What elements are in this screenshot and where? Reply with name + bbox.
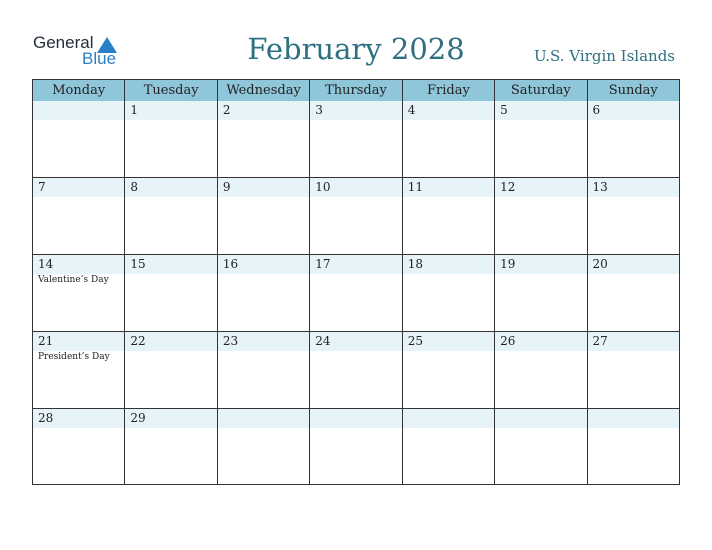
weekday-header: Saturday — [494, 80, 586, 101]
day-cell — [124, 332, 216, 408]
day-number: 12 — [500, 180, 516, 194]
day-number: 10 — [315, 180, 331, 194]
day-cell — [494, 409, 586, 485]
day-cell — [587, 409, 679, 485]
day-number: 27 — [592, 334, 608, 348]
day-number: 21 — [38, 334, 54, 348]
day-number-band — [125, 101, 216, 120]
day-number-band — [588, 101, 679, 120]
day-number: 29 — [130, 411, 146, 425]
day-number: 16 — [222, 257, 239, 271]
day-number: 7 — [38, 180, 46, 194]
day-cell — [309, 409, 401, 485]
calendar-grid — [32, 79, 680, 485]
day-number: 20 — [592, 257, 608, 271]
holiday-label: President’s Day — [38, 352, 110, 362]
day-number-band — [125, 178, 216, 197]
day-number-band — [403, 409, 494, 428]
day-number: 4 — [407, 103, 416, 117]
calendar-title: February 2028 — [247, 32, 465, 66]
day-cell — [587, 255, 679, 331]
day-number: 1 — [130, 103, 139, 117]
day-number-band — [310, 409, 401, 428]
week-row — [33, 255, 679, 332]
day-number: 28 — [38, 411, 54, 425]
week-row — [33, 101, 679, 178]
day-number: 2 — [222, 103, 231, 117]
day-number-band — [403, 101, 494, 120]
day-cell — [494, 255, 586, 331]
day-cell — [33, 332, 124, 408]
day-number: 3 — [315, 103, 323, 117]
day-cell — [309, 255, 401, 331]
day-cell — [587, 178, 679, 254]
weekday-header: Thursday — [309, 80, 401, 101]
day-number: 6 — [592, 103, 601, 117]
day-cell — [494, 178, 586, 254]
day-cell — [309, 332, 401, 408]
day-cell — [33, 255, 124, 331]
region-label: U.S. Virgin Islands — [534, 47, 675, 65]
day-cell — [33, 409, 124, 485]
day-number: 22 — [130, 334, 146, 348]
day-number: 15 — [130, 257, 146, 271]
weekday-header: Tuesday — [124, 80, 216, 101]
day-cell — [309, 101, 401, 177]
day-number-band — [218, 409, 309, 428]
day-cell — [402, 178, 494, 254]
day-cell — [33, 178, 124, 254]
day-cell — [124, 255, 216, 331]
day-number: 25 — [407, 334, 423, 348]
day-cell — [217, 255, 309, 331]
day-number-band — [495, 409, 586, 428]
day-cell — [494, 101, 586, 177]
day-number-band — [33, 178, 124, 197]
day-cell — [402, 409, 494, 485]
day-number-band — [588, 409, 679, 428]
day-cell — [587, 332, 679, 408]
weekday-header: Wednesday — [217, 80, 309, 101]
day-number: 17 — [315, 257, 331, 271]
day-cell — [124, 178, 216, 254]
day-cell — [402, 255, 494, 331]
weekday-header: Sunday — [587, 80, 679, 101]
weekday-header: Friday — [402, 80, 494, 101]
holiday-label: Valentine’s Day — [38, 275, 109, 285]
day-cell — [402, 332, 494, 408]
day-number-band — [33, 101, 124, 120]
weekday-header-row — [33, 80, 679, 102]
day-cell — [124, 101, 216, 177]
day-cell — [494, 332, 586, 408]
day-number: 23 — [222, 334, 239, 348]
day-number: 13 — [592, 180, 608, 194]
day-number: 19 — [500, 257, 516, 271]
day-number: 9 — [222, 180, 231, 194]
day-number: 8 — [130, 180, 139, 194]
day-cell — [217, 332, 309, 408]
day-number: 24 — [315, 334, 331, 348]
day-cell — [217, 409, 309, 485]
day-number: 26 — [500, 334, 516, 348]
logo-text-blue: Blue — [82, 49, 117, 68]
day-number-band — [218, 101, 309, 120]
day-number-band — [218, 178, 309, 197]
day-cell — [124, 409, 216, 485]
weekday-header: Monday — [52, 83, 106, 98]
week-row — [33, 409, 679, 485]
day-number-band — [310, 101, 401, 120]
day-number: 14 — [38, 257, 54, 271]
logo-text-general: General — [33, 33, 94, 52]
week-row — [33, 178, 679, 255]
day-number-band — [495, 101, 586, 120]
day-cell — [33, 101, 124, 177]
day-cell — [309, 178, 401, 254]
week-row — [33, 332, 679, 409]
day-number: 5 — [500, 103, 508, 117]
day-number: 11 — [407, 180, 423, 194]
day-cell — [217, 101, 309, 177]
day-cell — [402, 101, 494, 177]
day-cell — [217, 178, 309, 254]
day-number: 18 — [407, 257, 423, 271]
day-cell — [587, 101, 679, 177]
